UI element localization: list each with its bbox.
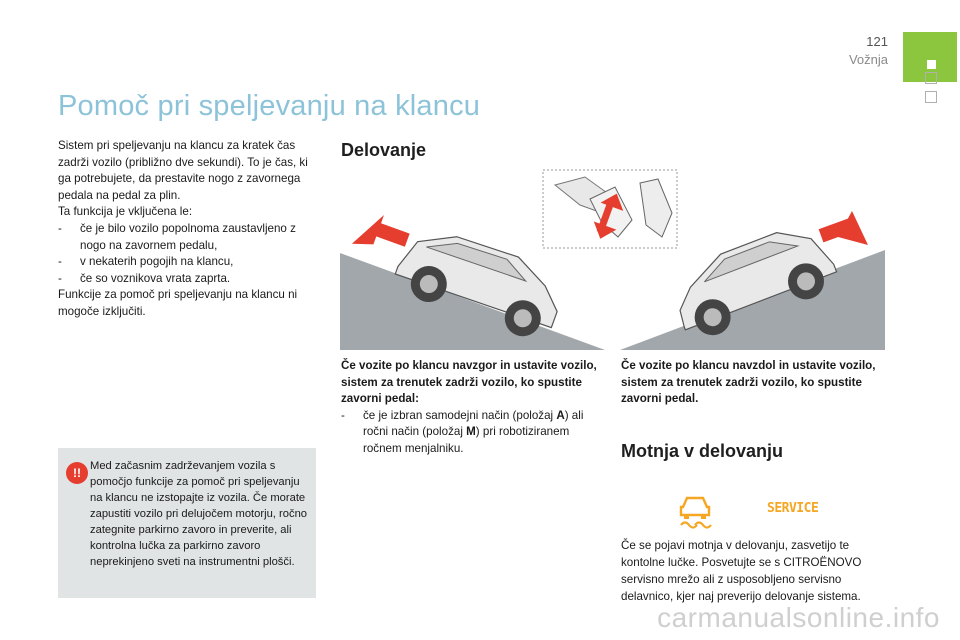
- uphill-description: [341, 358, 606, 458]
- downhill-arrow-icon: [819, 211, 868, 245]
- page-number: 121: [866, 34, 888, 49]
- hill-start-illustration: [340, 165, 886, 355]
- list-item: - če je bilo vozilo popolnoma zaustavljeno z nogo na zavornem pedalu,: [58, 221, 296, 252]
- fault-text: Če se pojavi motnja v delovanju, zasvetijo te kontolne lučke. Posvetujte se s CITROËNOVO servisno mrežo ali z usposobljeno servisno delavnico, kjer naj preverijo delovanje sistema.: [621, 539, 862, 603]
- chapter-square-icon: [925, 91, 937, 103]
- section-heading-delovanje: Delovanje: [341, 140, 427, 160]
- service-indicator: SERVICE: [767, 501, 819, 516]
- gear-position-m: M: [466, 425, 476, 439]
- section-name: Vožnja: [848, 52, 888, 67]
- page-title: Pomoč pri speljevanju na klancu: [58, 90, 481, 122]
- list-item: - če so voznikova vrata zaprta.: [58, 271, 231, 285]
- uphill-bold-text: Če vozite po klancu navzgor in ustavite vozilo, sistem za trenutek zadrži vozilo, ko spustite zavorni pedal:: [341, 359, 597, 406]
- list-item: - v nekaterih pogojih na klancu,: [58, 255, 234, 269]
- warning-text: Med začasnim zadrževanjem vozila s pomočjo funkcije za pomoč pri speljevanju na klancu ne izstopajte iz vozila. Če morate zapustiti vozilo pri delujočem motorju, ročno zategnite parkirno zavoro in preverite, ali kontrolna lučka za parkirno zavoro neprekinjeno sveti na instrumentni plošči.: [90, 460, 308, 568]
- intro-paragraph: Funkcije za pomoč pri speljevanju na klancu ni mogoče izključiti.: [58, 288, 298, 318]
- skid-warning-icon: [675, 493, 715, 529]
- list-item: - če je izbran samodejni način (položaj A) ali ročni način (položaj M) pri robotiziranem ročnem menjalniku.: [341, 408, 584, 455]
- intro-paragraph: Sistem pri speljevanju na klancu za kratek čas zadrži vozilo (približno dve sekundi). To je čas, ki ga potrebujete, da prestavite nogo z zavornega pedala na pedal za plin.: [58, 139, 308, 202]
- watermark: carmanualsonline.info: [657, 602, 940, 633]
- section-heading-motnja: Motnja v delovanju: [621, 441, 784, 461]
- chapter-square-icon: [925, 72, 937, 84]
- intro-text: [58, 138, 320, 321]
- uphill-arrow-icon: [346, 215, 409, 251]
- downhill-description: Če vozite po klancu navzdol in ustavite vozilo, sistem za trenutek zadrži vozilo, ko spustite zavorni pedal.: [621, 359, 876, 406]
- tab-marker-icon: [927, 60, 936, 69]
- warning-box: [58, 448, 316, 598]
- pedal-inset: [543, 170, 677, 248]
- intro-enabled-when: Ta funkcija je vključena le:: [58, 205, 193, 219]
- exclamation-icon: !!: [66, 462, 88, 484]
- gear-position-a: A: [556, 408, 565, 422]
